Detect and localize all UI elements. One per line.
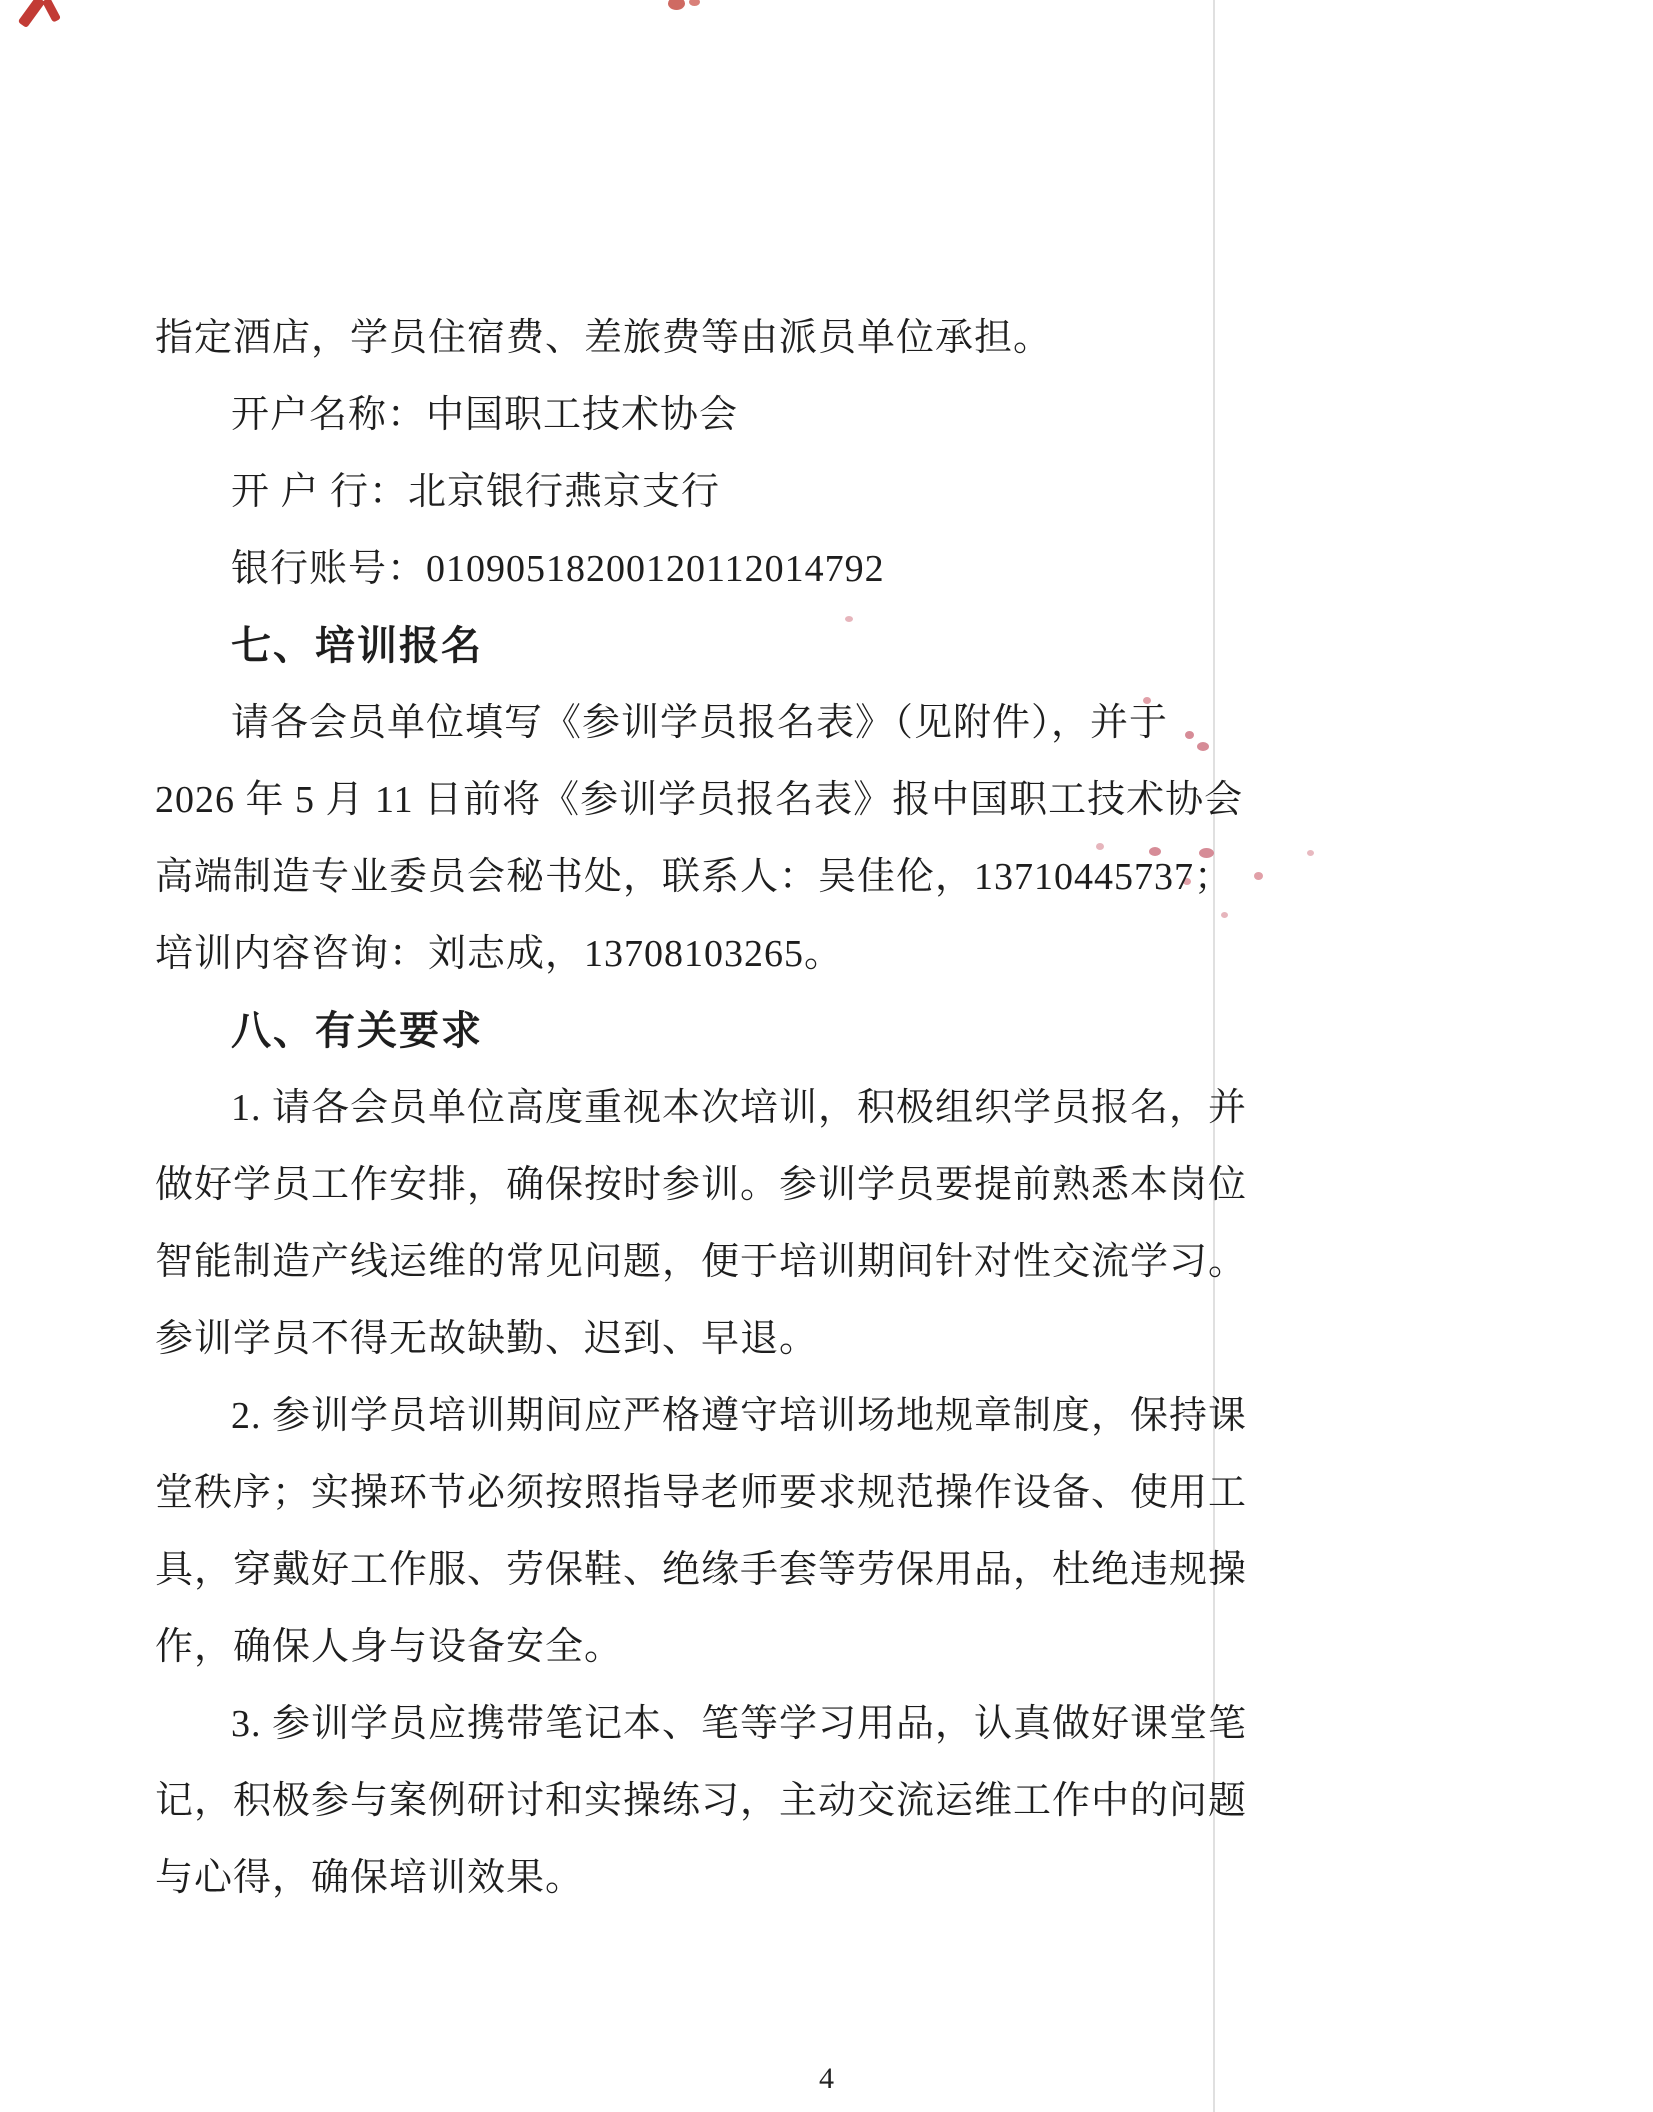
doc-line: 智能制造产线运维的常见问题，便于培训期间针对性交流学习。 [155,1241,1248,1283]
bank-account-name: 开户名称：中国职工技术协会 [231,394,739,436]
section-heading-8: 八、有关要求 [231,1009,483,1053]
doc-line: 记，积极参与案例研讨和实操练习，主动交流运维工作中的问题 [155,1780,1248,1822]
doc-line: 作，确保人身与设备安全。 [155,1626,624,1668]
doc-line: 与心得，确保培训效果。 [155,1857,585,1899]
doc-line: 2. 参训学员培训期间应严格遵守培训场地规章制度，保持课 [231,1395,1248,1437]
section-heading-7: 七、培训报名 [231,624,483,668]
scan-artifact [1221,912,1228,918]
page-number: 4 [819,2062,834,2095]
scan-artifact [689,0,700,6]
contact-line: 高端制造专业委员会秘书处，联系人：吴佳伦，13710445737； [155,856,1234,898]
scan-artifact [1307,850,1314,856]
scan-artifact [18,0,46,28]
doc-line: 具，穿戴好工作服、劳保鞋、绝缘手套等劳保用品，杜绝违规操 [155,1549,1248,1591]
scan-artifact [668,0,685,10]
bank-account-number: 银行账号：01090518200120112014792 [231,548,885,590]
bank-branch: 开 户 行：北京银行燕京支行 [231,471,721,513]
document-body [155,300,1248,1917]
doc-line: 1. 请各会员单位高度重视本次培训，积极组织学员报名，并 [231,1087,1248,1129]
doc-line: 做好学员工作安排，确保按时参训。参训学员要提前熟悉本岗位 [155,1164,1248,1206]
doc-line: 请各会员单位填写《参训学员报名表》（见附件），并于 [231,702,1169,744]
doc-line: 2026 年 5 月 11 日前将《参训学员报名表》报中国职工技术协会 [155,779,1244,821]
doc-line: 参训学员不得无故缺勤、迟到、早退。 [155,1318,819,1360]
scan-artifact [42,0,61,23]
scan-artifact [1254,872,1263,880]
doc-line: 指定酒店，学员住宿费、差旅费等由派员单位承担。 [155,317,1053,359]
contact-line: 培训内容咨询：刘志成，13708103265。 [155,933,844,975]
doc-line: 堂秩序；实操环节必须按照指导老师要求规范操作设备、使用工 [155,1472,1248,1514]
doc-line: 3. 参训学员应携带笔记本、笔等学习用品，认真做好课堂笔 [231,1703,1248,1745]
